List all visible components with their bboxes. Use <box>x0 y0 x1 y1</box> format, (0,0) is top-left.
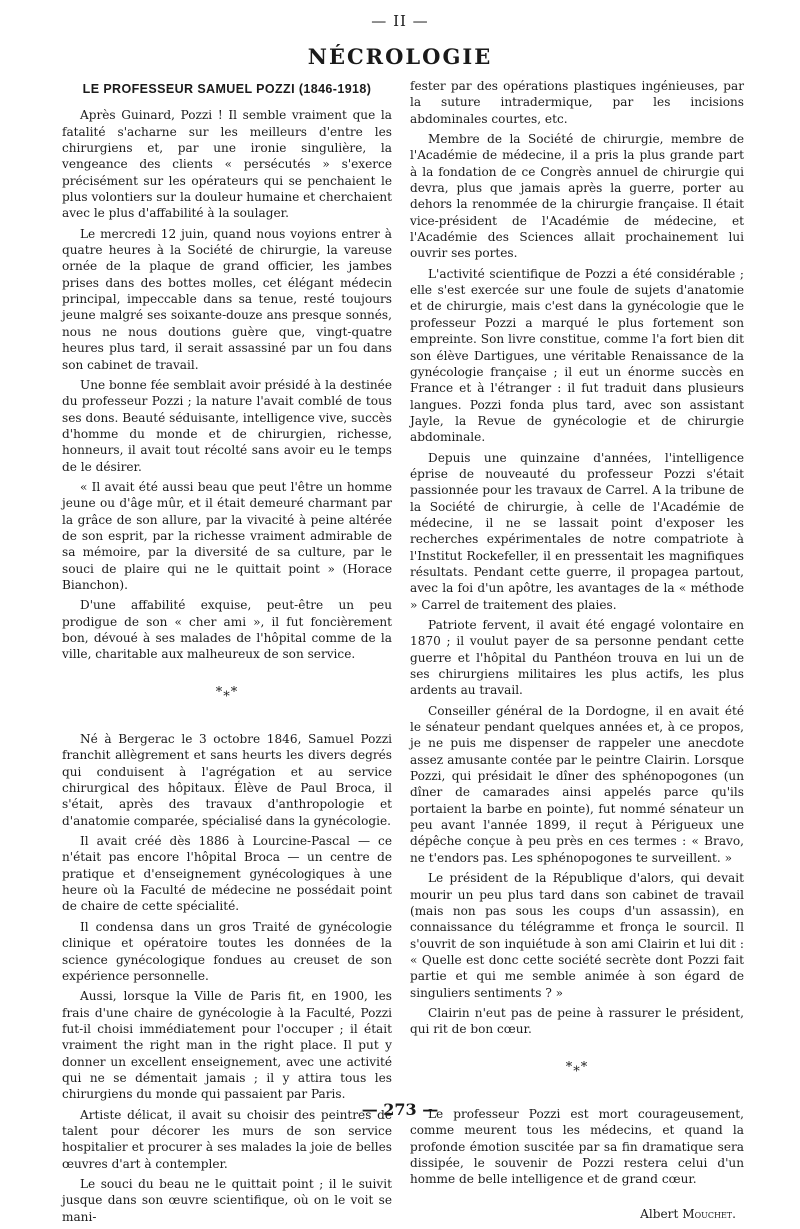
paragraph: Depuis une quinzaine d'années, l'intelligence éprise de nouveauté du professeur Pozzi s'était passionnée pour les travaux de Carrel. A la tribune de la Société de chirurgie, à celle de l'Académie de médecine, il ne se lassait point d'exposer les recherches expérimentales de notre compatriote à l'Institut Rockefeller, il en pressentait les magnifiques résultats. Pendant cette guerre, il propagea partout, avec la foi d'un apôtre, les avantages de la « méthode » Carrel de traitement des plaies. <box>410 450 744 612</box>
page-number-top: — II — <box>371 12 429 30</box>
author-signature <box>410 1206 744 1222</box>
section-title: NÉCROLOGIE <box>307 44 493 69</box>
page-number-bottom: — 273 — <box>361 1100 439 1119</box>
article-title: LE PROFESSEUR SAMUEL POZZI (1846-1918) <box>82 82 372 96</box>
paragraph: Clairin n'eut pas de peine à rassurer le président, qui rit de bon cœur. <box>410 1005 744 1037</box>
author-last-name: Mouchet. <box>682 1206 736 1221</box>
paragraph: Le professeur Pozzi est mort courageusement, comme meurent tous les médecins, et quand la profonde émotion suscitée par sa fin dramatique sera dissipée, le souvenir de Pozzi restera celui d'un homme de belle intelligence et de grand cœur. <box>410 1106 744 1187</box>
paragraph: Aussi, lorsque la Ville de Paris fit, en 1900, les frais d'une chaire de gynécologie à la Faculté, Pozzi fut-il choisi immédiatement pour l'occuper ; il était vraiment the right man in the right place. Il put y donner un excellent enseignement, avec une activité qui ne se démentait jamais ; il y attira tous les chirurgiens du monde qui passaient par Paris. <box>62 989 392 1102</box>
left-column <box>62 78 392 1229</box>
paragraph: Le mercredi 12 juin, quand nous voyions entrer à quatre heures à la Société de chirurgie, la vareuse ornée de la plaque de grand officier, les jambes prises dans des bottes molles, cet élégant médecin principal, impeccable dans sa tenue, resté toujours jeune malgré ses soixante-douze ans presque sonnés, nous ne nous doutions guère que, vingt-quatre heures plus tard, il serait assassiné par un fou dans son cabinet de travail. <box>62 226 392 372</box>
paragraph: Le président de la République d'alors, qui devait mourir un peu plus tard dans son cabinet de travail (mais non pas sous les coups d'un assassin), en connaissance du télégramme et fronça le sourcil. Il s'ouvrit de son inquiétude à son ami Clairin et lui dit : « Quelle est donc cette société secrète dont Pozzi fait partie et qui me semble animée à son égard de singuliers sentiments ? » <box>410 871 744 1000</box>
paragraph: Le souci du beau ne le quittait point ; il le suivit jusque dans son œuvre scientifique, où on le voit se mani- <box>62 1176 392 1224</box>
paragraph: « Il avait été aussi beau que peut l'être un homme jeune ou d'âge mûr, et il était demeuré charmant par la grâce de son allure, par la vivacité à peine altérée de son esprit, par la richesse vraiment admirable de sa mémoire, par la diversité de sa culture, par le souci de plaire qui ne le quittait point » (Horace Bianchon). <box>62 479 392 592</box>
section-separator: *⁎* <box>565 1059 589 1075</box>
paragraph: Une bonne fée semblait avoir présidé à la destinée du professeur Pozzi ; la nature l'avait comblé de tous ses dons. Beauté séduisante, intelligence vive, succès d'homme du monde et de chirurgien, richesse, honneurs, il avait tout récolté sans avoir eu le temps de le désirer. <box>62 377 392 474</box>
paragraph: Membre de la Société de chirurgie, membre de l'Académie de médecine, il a pris la plus grande part à la fondation de ce Congrès annuel de chirurgie qui devra, plus que jamais après la guerre, porter au dehors la renommée de la chirurgie française. Il était vice-président de l'Académie de médecine, et l'Académie des Sciences allait prochainement lui ouvrir ses portes. <box>410 132 744 261</box>
paragraph: Patriote fervent, il avait été engagé volontaire en 1870 ; il voulut payer de sa personne pendant cette guerre et l'hôpital du Panthéon trouva en lui un de ses chirurgiens militaires les plus actifs, les plus ardents au travail. <box>410 618 744 698</box>
paragraph-continued: fester par des opérations plastiques ingénieuses, par la suture intradermique, par les incisions abdominales courtes, etc. <box>410 79 744 126</box>
paragraph: Après Guinard, Pozzi ! Il semble vraiment que la fatalité s'acharne sur les meilleurs d'entre les chirurgiens et, par une ironie singulière, la vengeance des clients « persécutés » s'exerce précisément sur les opérateurs qui se penchaient le plus volontiers sur la douleur humaine et cherchaient avec le plus d'affabilité à la soulager. <box>62 108 392 221</box>
paragraph: Conseiller général de la Dordogne, il en avait été le sénateur pendant quelques années et, à ce propos, je ne puis me dispenser de rappeler une anecdote assez amusante contée par le peintre Clairin. Lorsque Pozzi, qui présidait le dîner des sphénopogones (un dîner de camarades ainsi appelés parce qu'ils portaient la barbe en pointe), fut nommé sénateur un peu avant l'année 1899, il reçut à Périgueux une dépêche conçue à peu près en ces termes : « Bravo, ne t'endors pas. Les sphénopogones te surveillent. » <box>410 703 744 865</box>
paragraph: Il condensa dans un gros Traité de gynécologie clinique et opératoire toutes les données de la science gynécologique fondues au creuset de son expérience personnelle. <box>62 919 392 983</box>
paragraph: Il avait créé dès 1886 à Lourcine-Pascal — ce n'était pas encore l'hôpital Broca — un centre de pratique et d'enseignement gynécologiques à une heure où la Faculté de médecine ne possédait point de chaire de cette spécialité. <box>62 834 392 914</box>
paragraph: L'activité scientifique de Pozzi a été considérable ; elle s'est exercée sur une foule de sujets d'anatomie et de chirurgie, mais c'est dans la gynécologie que le professeur Pozzi a marqué le plus fortement son empreinte. Son livre constitue, comme l'a fort bien dit son élève Dartigues, une véritable Renaissance de la gynécologie française ; il eut un énorme succès en France et à l'étranger : il fut traduit dans plusieurs langues. Pozzi fonda plus tard, avec son assistant Jayle, la Revue de gynécologie et de chirurgie abdominale. <box>410 266 744 445</box>
section-separator: *⁎* <box>215 684 239 700</box>
paragraph: Né à Bergerac le 3 octobre 1846, Samuel Pozzi franchit allègrement et sans heurts les divers degrés qui conduisent à l'agrégation et au service chirurgical des hôpitaux. Élève de Paul Broca, il s'était, après des travaux d'anthropologie et d'anatomie comparée, spécialisé dans la gynécologie. <box>62 732 392 828</box>
paragraph: Artiste délicat, il avait su choisir des peintres de talent pour décorer les murs de son service hospitalier et procurer à ses malades la joie de belles œuvres d'art à contempler. <box>62 1107 392 1171</box>
author-first-name: Albert <box>640 1206 679 1221</box>
paragraph: D'une affabilité exquise, peut-être un peu prodigue de son « cher ami », il fut foncièrement bon, dévoué à ses malades de l'hôpital comme de la ville, charitable aux malheureux de son service. <box>62 598 392 662</box>
right-column <box>410 78 744 1222</box>
